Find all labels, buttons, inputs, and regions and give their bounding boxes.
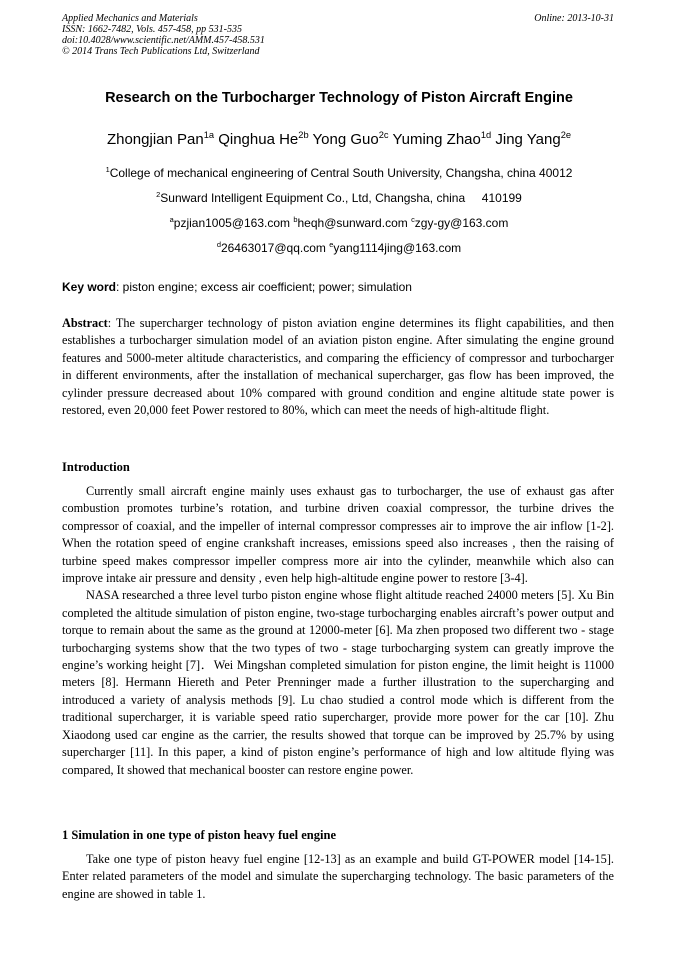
section-1-body — [62, 851, 614, 903]
email-link[interactable]: zgy-gy@163.com — [414, 216, 509, 230]
author-name: Yong Guo — [312, 131, 379, 148]
online-date: Online: 2013-10-31 — [534, 13, 614, 24]
journal-doi: doi:10.4028/www.scientific.net/AMM.457-458.531 — [62, 35, 265, 46]
author-sup: 2c — [378, 130, 389, 140]
abstract-label: Abstract — [62, 316, 108, 330]
journal-issn: ISSN: 1662-7482, Vols. 457-458, pp 531-535 — [62, 24, 242, 35]
author-name: Zhongjian Pan — [106, 131, 204, 148]
section-1-heading: 1 Simulation in one type of piston heavy fuel engine — [62, 828, 336, 842]
paragraph: Currently small aircraft engine mainly uses exhaust gas to turbocharger, the use of exhaust gas after combustion promotes turbine’s rotation, and turbine driven coaxial compressor, the turbine drives the compressor of coaxial, and the impeller of internal compressor compresses air to improve the air inflow [1-2]. When the rotation speed of engine crankshaft increases, emissions speed also increases , then the raising of turbine speed makes compressor impeller compress more air into the cylinder, meanwhile which also can improve intake air pressure and density , even help high-altitude engine power to restore [3-4]. — [62, 484, 614, 586]
author-name: Qinghua He — [218, 131, 299, 148]
introduction-heading: Introduction — [62, 460, 130, 474]
email-link[interactable]: heqh@sunward.com — [297, 216, 412, 230]
journal-copyright: © 2014 Trans Tech Publications Ltd, Switzerland — [62, 46, 260, 57]
abstract — [62, 315, 614, 419]
journal-name: Applied Mechanics and Materials — [62, 13, 198, 24]
keywords-text: : piston engine; excess air coefficient; power; simulation — [116, 280, 412, 294]
introduction-body — [62, 483, 614, 779]
paragraph: Take one type of piston heavy fuel engine [12-13] as an example and build GT-POWER model [14-15]. Enter related parameters of the model and simulate the supercharging technology. The basic parameters of the engine are showed in table 1. — [62, 852, 614, 901]
keywords — [62, 280, 412, 294]
paper-title: Research on the Turbocharger Technology of Piston Aircraft Engine — [105, 90, 573, 106]
author-name: Yuming Zhao — [392, 131, 481, 148]
email-line-1: $^a$pzjian1005@163.com $^b$heqh@sunward.com $^c$zgy-gy@163.com — [169, 215, 509, 230]
email-link[interactable]: pzjian1005@163.com — [173, 216, 294, 230]
email-line-2: $^d$26463017@qq.com $^e$yang1114jing@163.com — [216, 240, 462, 255]
affiliation-1: $^1$College of mechanical engineering of Central South University, Changsha, china 40012 — [105, 165, 573, 180]
author-sup: 1d — [480, 130, 492, 140]
author-sup: 2e — [560, 130, 572, 140]
journal-header — [62, 13, 614, 57]
author-list — [0, 131, 678, 148]
affiliation-2: $^2$Sunward Intelligent Equipment Co., Ltd, Changsha, china 410199 — [156, 190, 522, 205]
abstract-text: : The supercharger technology of piston aviation engine determines its flight capabilities, and then establishes a turbocharger simulation model of an aviation piston engine. After simulating the engine ground features and 5000-meter altitude characteristics, and comparing the efficiency of compressor and turbocharger in different environments, after the installation of mechanical supercharger, gas flow has been improved, the cylinder pressure decreased about 10% compared with ground condition and engine altitude state power is restored, even 20,000 feet Power restored to 80%, which can meet the needs of high-altitude flight. — [62, 316, 614, 418]
paragraph: NASA researched a three level turbo piston engine whose flight altitude reached 24000 meters [5]. Xu Bin completed the altitude simulation of piston engine, two-stage turbocharging enables aircraft’s power output and torque to remain about the same as the ground at 12000-meter [6]. Ma zhen proposed two different two - stage turbocharging systems show that the two types of two - stage turbocharging system can greatly improve the engine’s working height [7]．Wei Mingshan completed simulation for piston engine, the limit height is 11000 meters [8]. Hermann Hiereth and Peter Prenninger made a further illustration to the supercharging and introduced a variety of analysis methods [9]. Lu chao studied a control mode which is different from the traditional supercharger, it is variable speed ratio supercharger, provide more power for the car [10]. Zhu Xiaodong used car engine as the carrier, the results showed that torque can be improved by 25.7% by using supercharger [11]. In this paper, a kind of piston engine’s performance of high and low altitude flying was compared, It showed that mechanical booster can restore engine power. — [62, 588, 614, 777]
keywords-label: Key word — [62, 280, 117, 294]
author-name: Jing Yang — [495, 131, 561, 148]
email-link[interactable]: 26463017@qq.com — [220, 241, 330, 255]
author-sup: 1a — [203, 130, 215, 140]
author-sup: 2b — [298, 130, 309, 140]
email-link[interactable]: yang1114jing@163.com — [333, 241, 462, 255]
